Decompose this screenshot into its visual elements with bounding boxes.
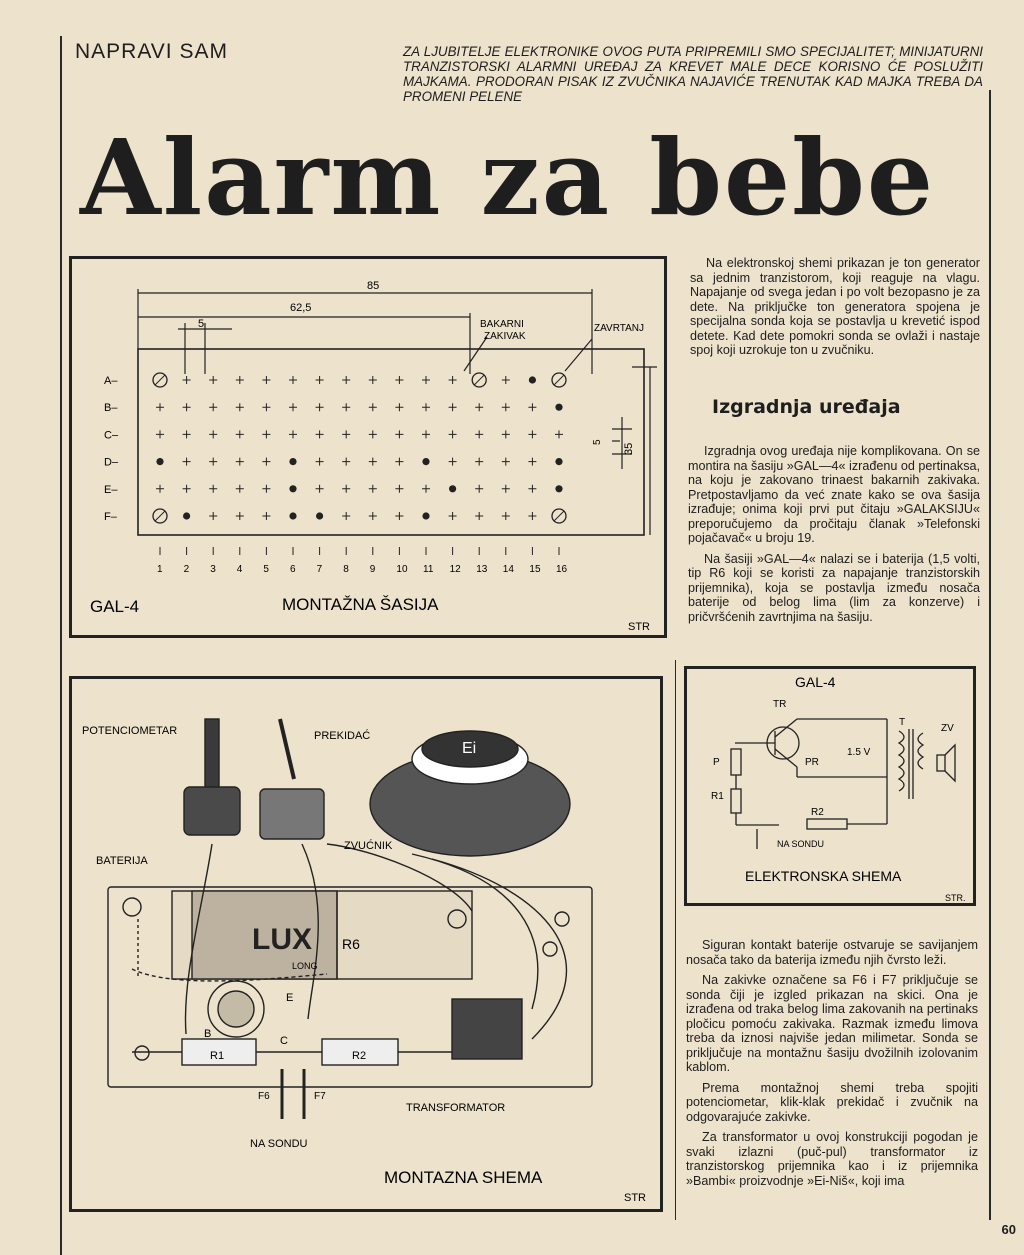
column-mid-text <box>688 444 980 630</box>
grid-hole <box>316 376 324 384</box>
grid-hole <box>528 430 536 438</box>
col-label: 11 <box>423 564 434 575</box>
grid-hole <box>555 430 563 438</box>
col-label: 2 <box>183 564 190 575</box>
svg-text:MONTAZNA SHEMA: MONTAZNA SHEMA <box>384 1168 543 1187</box>
svg-text:ELEKTRONSKA SHEMA: ELEKTRONSKA SHEMA <box>745 868 902 884</box>
row-label: D– <box>104 456 119 469</box>
svg-text:F6: F6 <box>258 1091 270 1102</box>
grid-hole <box>262 430 270 438</box>
grid-hole <box>449 376 457 384</box>
svg-text:GAL-4: GAL-4 <box>90 597 140 616</box>
svg-text:TRANSFORMATOR: TRANSFORMATOR <box>406 1102 506 1114</box>
svg-text:R2: R2 <box>811 807 824 818</box>
svg-text:ZVUĆNIK: ZVUĆNIK <box>344 840 393 852</box>
grid-hole <box>183 430 191 438</box>
svg-text:35: 35 <box>623 442 635 455</box>
grid-hole <box>502 512 510 520</box>
copper-rivet <box>422 458 429 465</box>
grid-hole <box>236 430 244 438</box>
svg-text:F7: F7 <box>314 1091 326 1102</box>
svg-text:R2: R2 <box>352 1050 367 1062</box>
schematic-figure <box>684 666 976 906</box>
grid-hole <box>289 403 297 411</box>
right-margin-rule <box>989 90 991 1220</box>
svg-text:STR: STR <box>624 1192 646 1204</box>
grid-hole <box>395 458 403 466</box>
grid-hole <box>236 458 244 466</box>
col-label: 4 <box>236 564 243 575</box>
grid-hole <box>316 430 324 438</box>
grid-hole <box>262 512 270 520</box>
column-top-text: Na elektronskoj shemi prikazan je ton generator sa jednim tranzistorom, koji reaguje na vlagu. Napajanje od svega jedan i po volt bezopasno je za dete. Na priključke ton generatora spojena je specijalna sonda koja se postavlja u krevetić ispod detete. Kad dete pomokri sonda se ovlaži i nastaje spoj koji uzrokuje ton u zvučniku. <box>690 256 980 357</box>
grid-hole <box>502 485 510 493</box>
chassis-figure <box>69 256 667 638</box>
schematic-drawing <box>687 669 973 903</box>
grid-hole <box>183 403 191 411</box>
row-label: C– <box>104 429 119 442</box>
grid-hole <box>183 458 191 466</box>
page-number: 60 <box>1001 1222 1016 1237</box>
grid-hole <box>316 485 324 493</box>
grid-hole <box>342 376 350 384</box>
col-label: 14 <box>502 564 514 575</box>
svg-text:ZV: ZV <box>941 723 954 734</box>
grid-hole <box>369 376 377 384</box>
col-label: 12 <box>449 564 461 575</box>
grid-hole <box>395 403 403 411</box>
grid-hole <box>262 458 270 466</box>
svg-text:P: P <box>713 757 720 768</box>
grid-hole <box>342 512 350 520</box>
copper-rivet <box>422 512 429 519</box>
screw-slot <box>554 375 564 385</box>
grid-hole <box>236 403 244 411</box>
copper-rivet <box>449 485 456 492</box>
grid-hole <box>209 403 217 411</box>
col-label: 9 <box>369 564 376 575</box>
grid-hole <box>475 458 483 466</box>
intro-text: ZA LJUBITELJE ELEKTRONIKE OVOG PUTA PRIPREMILI SMO SPECIJALITET; MINIJATURNI TRANZISTORSKI ALARMNI UREĐAJ ZA KREVET MALE DECE KORISNO ĆE POSLUŽITI MAJKAMA. PRODORAN PISAK IZ ZVUČNIKA NAJAVIĆE TRENUTAK KAD MAJKA TREBA DA PROMENI PELENE <box>403 44 983 104</box>
svg-text:BAKARNI: BAKARNI <box>480 319 524 330</box>
grid-hole <box>262 403 270 411</box>
grid-hole <box>502 430 510 438</box>
svg-text:1.5 V: 1.5 V <box>847 747 871 758</box>
svg-text:LUX: LUX <box>252 923 312 956</box>
grid-hole <box>502 376 510 384</box>
grid-hole <box>395 376 403 384</box>
grid-hole <box>422 376 430 384</box>
grid-hole <box>502 458 510 466</box>
left-margin-rule <box>60 36 62 1255</box>
svg-text:85: 85 <box>367 280 380 292</box>
svg-text:ZAVRTANJ: ZAVRTANJ <box>594 323 645 334</box>
assembly-figure <box>69 676 663 1212</box>
grid-hole <box>502 403 510 411</box>
svg-text:62,5: 62,5 <box>290 302 312 314</box>
svg-text:LONG: LONG <box>292 961 318 971</box>
copper-rivet <box>555 404 562 411</box>
col-label: 5 <box>263 564 269 575</box>
row-label: B– <box>104 402 118 415</box>
grid-hole <box>209 430 217 438</box>
svg-text:MONTAŽNA ŠASIJA: MONTAŽNA ŠASIJA <box>282 595 439 614</box>
svg-text:STR.: STR. <box>945 893 966 903</box>
chassis-drawing <box>72 259 664 635</box>
svg-text:C: C <box>280 1035 288 1047</box>
grid-hole <box>422 485 430 493</box>
grid-hole <box>369 485 377 493</box>
svg-text:BATERIJA: BATERIJA <box>96 855 148 867</box>
grid-hole <box>528 485 536 493</box>
svg-text:R1: R1 <box>711 791 724 802</box>
paragraph: Na zakivke označene sa F6 i F7 priključuje se sonda čiji je izgled prikazan na skici. Ona je izrađena od traka belog lima zakovanih na pertinaks pločicu pomoću zakivaka. Razmak između limova treba da iznosi najviše jedan milimetar. Sonda se priključuje na montažnu šasiju dvožilnih izolovanim kablom. <box>686 973 978 1074</box>
grid-hole <box>475 430 483 438</box>
grid-hole <box>449 458 457 466</box>
svg-text:PREKIDAĆ: PREKIDAĆ <box>314 730 371 742</box>
copper-rivet <box>289 512 296 519</box>
copper-rivet <box>156 458 163 465</box>
column-divider <box>675 660 676 1220</box>
section-label: NAPRAVI SAM <box>75 40 228 63</box>
svg-text:POTENCIOMETAR: POTENCIOMETAR <box>82 725 178 737</box>
grid-hole <box>316 458 324 466</box>
grid-hole <box>528 458 536 466</box>
svg-text:TR: TR <box>773 699 787 710</box>
svg-text:R6: R6 <box>342 936 360 952</box>
paragraph: Na šasiji »GAL—4« nalazi se i baterija (1,5 volti, tip R6 koji se koristi za napajanje tranzistorskih prijemnika), koja se postavlja između nosača baterije od belog lima (lim za konzerve) i pričvršćenih zavrtnjima na šasiju. <box>688 551 980 624</box>
col-label: 8 <box>343 564 349 575</box>
grid-hole <box>156 403 164 411</box>
grid-hole <box>156 430 164 438</box>
screw-slot <box>155 375 165 385</box>
grid-hole <box>528 512 536 520</box>
svg-text:Ei: Ei <box>462 740 477 757</box>
grid-hole <box>395 430 403 438</box>
grid-hole <box>209 512 217 520</box>
grid-hole <box>236 376 244 384</box>
svg-text:5: 5 <box>198 318 205 330</box>
paragraph: Siguran kontakt baterije ostvaruje se savijanjem nosača tako da baterija između njih čvrsto leži. <box>686 938 978 967</box>
copper-rivet <box>316 512 323 519</box>
grid-hole <box>342 430 350 438</box>
copper-rivet <box>529 376 536 383</box>
screw-slot <box>155 511 165 521</box>
article-title: Alarm za bebe <box>80 116 936 239</box>
grid-hole <box>475 485 483 493</box>
paragraph: Za transformator u ovoj konstrukciji pogodan je svaki izlazni (puč-pul) transformator iz tranzistorskog prijemnika kao i iz prijemnika »Bambi« proizvodnje »Ei-Niš«, koji ima <box>686 1130 978 1188</box>
col-label: 13 <box>476 564 488 575</box>
grid-hole <box>342 403 350 411</box>
screw-slot <box>474 375 484 385</box>
grid-hole <box>395 485 403 493</box>
grid-hole <box>369 403 377 411</box>
copper-rivet <box>183 512 190 519</box>
grid-hole <box>369 512 377 520</box>
svg-text:B: B <box>204 1028 212 1040</box>
paragraph: Izgradnja ovog uređaja nije komplikovana. On se montira na šasiju »GAL—4« izrađenu od pertinaksa, na koju je zakovano trinaest bakarnih zakivaka. Pretpostavljamo da već znate kako se ova šasija izrađuje; onima koji prvi put čitaju »GALAKSIJU« preporučujemo da pročitaju članak »Telefonski pojačavač« u broju 19. <box>688 444 980 545</box>
grid-hole <box>475 403 483 411</box>
svg-text:ZAKIVAK: ZAKIVAK <box>484 331 526 342</box>
assembly-drawing <box>72 679 660 1209</box>
copper-rivet <box>555 485 562 492</box>
paragraph: Prema montažnoj shemi treba spojiti potenciometar, klik-klak prekidač i zvučnik na odgovarajuće zakivke. <box>686 1080 978 1124</box>
grid-hole <box>262 376 270 384</box>
col-label: 6 <box>290 564 296 575</box>
copper-rivet <box>289 485 296 492</box>
section-heading: Izgradnja uređaja <box>712 396 901 418</box>
svg-text:E: E <box>286 992 294 1004</box>
svg-text:T: T <box>899 717 906 728</box>
grid-hole <box>209 458 217 466</box>
grid-hole <box>262 485 270 493</box>
svg-text:STR: STR <box>628 621 650 633</box>
row-label: F– <box>104 511 117 523</box>
row-label: E– <box>104 483 118 496</box>
column-bottom-text <box>686 938 978 1194</box>
grid-hole <box>395 512 403 520</box>
grid-hole <box>183 485 191 493</box>
svg-text:5: 5 <box>592 439 603 445</box>
grid-hole <box>156 485 164 493</box>
grid-hole <box>449 512 457 520</box>
grid-hole <box>236 512 244 520</box>
svg-text:GAL-4: GAL-4 <box>795 674 836 690</box>
grid-hole <box>528 403 536 411</box>
grid-hole <box>289 376 297 384</box>
grid-hole <box>183 376 191 384</box>
grid-hole <box>342 458 350 466</box>
grid-hole <box>475 512 483 520</box>
col-label: 16 <box>556 564 568 575</box>
grid-hole <box>342 485 350 493</box>
grid-hole <box>449 430 457 438</box>
grid-hole <box>422 430 430 438</box>
screw-slot <box>554 511 564 521</box>
grid-hole <box>289 430 297 438</box>
col-label: 10 <box>396 564 408 575</box>
grid-hole <box>422 403 430 411</box>
copper-rivet <box>555 458 562 465</box>
svg-text:NA SONDU: NA SONDU <box>250 1138 308 1150</box>
grid-hole <box>369 430 377 438</box>
grid-hole <box>209 376 217 384</box>
grid-hole <box>369 458 377 466</box>
col-label: 1 <box>157 564 163 575</box>
svg-text:NA SONDU: NA SONDU <box>777 839 825 849</box>
grid-hole <box>316 403 324 411</box>
col-label: 3 <box>210 564 216 575</box>
chassis-grid <box>104 373 568 575</box>
grid-hole <box>236 485 244 493</box>
row-label: A– <box>104 375 118 387</box>
col-label: 15 <box>529 564 541 575</box>
grid-hole <box>209 485 217 493</box>
svg-text:PR: PR <box>805 757 819 768</box>
grid-hole <box>449 403 457 411</box>
copper-rivet <box>289 458 296 465</box>
col-label: 7 <box>316 564 323 575</box>
svg-text:R1: R1 <box>210 1050 225 1062</box>
